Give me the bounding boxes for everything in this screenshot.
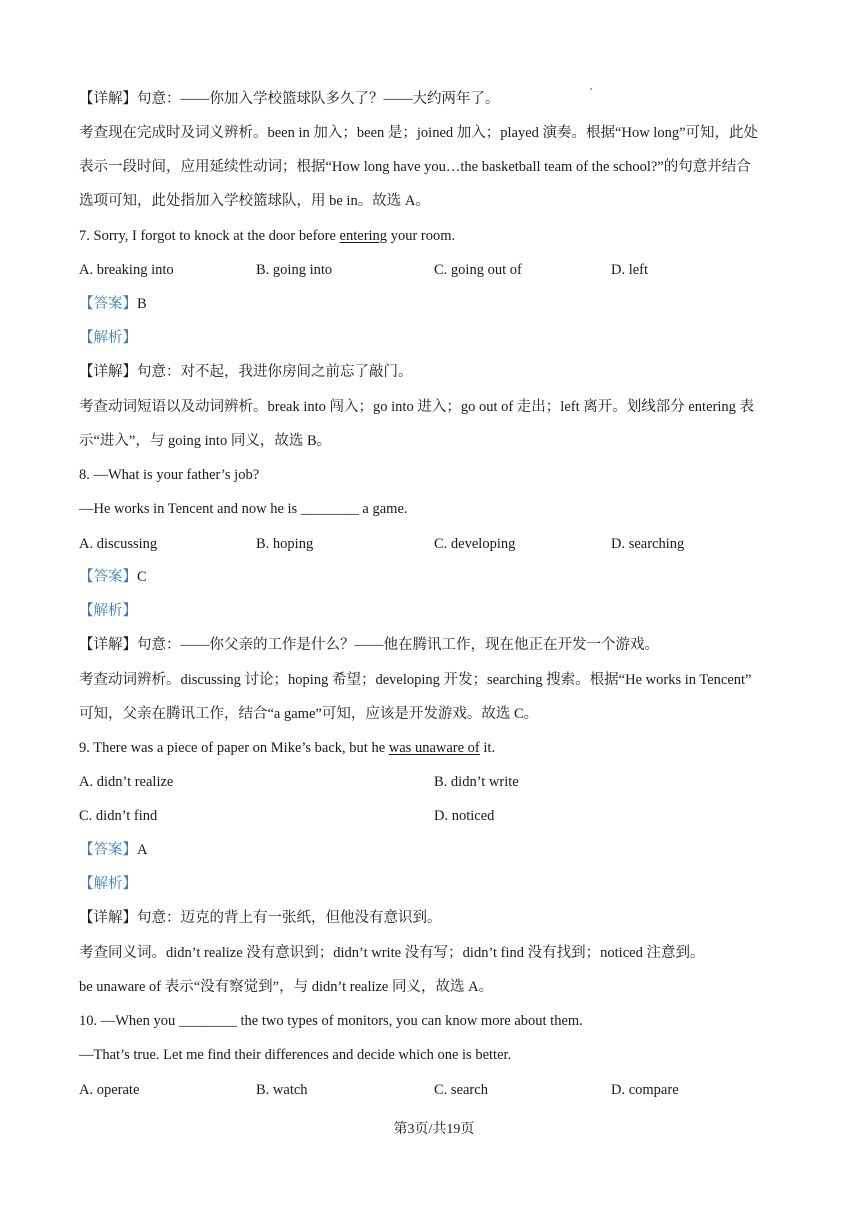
q7-answer <box>79 294 791 314</box>
q7-underlined-word: entering <box>339 228 388 244</box>
q10-option-c: C. search <box>434 1082 488 1098</box>
q9-stem <box>79 738 791 758</box>
q7-answer-value: B <box>137 296 147 312</box>
q8-answer-value: C <box>137 569 147 585</box>
q7-analysis-line-1: 考查动词短语以及动词辨析。break into 闯入；go into 进入；go out of 走出；left 离开。划线部分 entering 表 <box>79 399 754 415</box>
q8-analysis-line-2: 可知，父亲在腾讯工作，结合“a game”可知，应该是开发游戏。故选 C。 <box>79 706 539 722</box>
prev-analysis-line-1: 考查现在完成时及词义辨析。been in 加入；been 是；joined 加入；played 演奏。根据“How long”可知，此处 <box>79 125 759 141</box>
q8-option-a: A. discussing <box>79 536 158 552</box>
answer-tag: 【答案】 <box>79 842 137 858</box>
q7-stem-after: your room. <box>387 228 456 244</box>
q8-analysis-line-1: 考查动词辨析。discussing 讨论；hoping 希望；developing 开发；searching 搜索。根据“He works in Tencent” <box>79 672 752 688</box>
q8-detail: 【详解】句意：——你父亲的工作是什么？——他在腾讯工作，现在他正在开发一个游戏。 <box>79 637 659 653</box>
q7-option-a: A. breaking into <box>79 262 174 278</box>
q7-option-b: B. going into <box>256 262 333 278</box>
q9-option-a: A. didn’t realize <box>79 774 174 790</box>
prev-analysis-line-2: 表示一段时间，应用延续性动词；根据“How long have you…the basketball team of the school?”的句意并结合 <box>79 159 751 175</box>
q10-stem-line-2: —That’s true. Let me find their differences and decide which one is better. <box>79 1047 512 1063</box>
q8-option-d: D. searching <box>611 536 685 552</box>
answer-tag: 【答案】 <box>79 569 137 585</box>
q7-analysis-tag: 【解析】 <box>79 330 137 346</box>
prev-detail: 【详解】句意：——你加入学校篮球队多久了？——大约两年了。 <box>79 91 500 107</box>
q10-stem-line-1: 10. —When you ________ the two types of monitors, you can know more about them. <box>79 1013 583 1029</box>
q9-answer <box>79 840 791 860</box>
q9-analysis-line-2: be unaware of 表示“没有察觉到”，与 didn’t realize 同义，故选 A。 <box>79 979 494 995</box>
q9-analysis-tag: 【解析】 <box>79 876 137 892</box>
q10-option-a: A. operate <box>79 1082 140 1098</box>
q8-answer <box>79 567 791 587</box>
q9-underlined-phrase: was unaware of <box>388 740 480 756</box>
q7-analysis-line-2: 示“进入”，与 going into 同义，故选 B。 <box>79 433 332 449</box>
q9-option-d: D. noticed <box>434 808 495 824</box>
q8-stem-line-2: —He works in Tencent and now he is ________ a game. <box>79 501 408 517</box>
q8-option-b: B. hoping <box>256 536 314 552</box>
q9-stem-after: it. <box>479 740 496 756</box>
q9-analysis-line-1: 考查同义词。didn’t realize 没有意识到；didn’t write 没有写；didn’t find 没有找到；noticed 注意到。 <box>79 945 705 961</box>
page-number: 第3页/共19页 <box>393 1122 475 1137</box>
q7-stem <box>79 226 791 246</box>
q9-option-b: B. didn’t write <box>434 774 519 790</box>
q7-option-d: D. left <box>611 262 649 278</box>
q9-detail: 【详解】句意：迈克的背上有一张纸，但他没有意识到。 <box>79 910 442 926</box>
answer-tag: 【答案】 <box>79 296 137 312</box>
q10-option-d: D. compare <box>611 1082 679 1098</box>
q7-stem-before: 7. Sorry, I forgot to knock at the door before <box>79 228 340 244</box>
q8-stem-line-1: 8. —What is your father’s job? <box>79 467 260 483</box>
q9-stem-before: 9. There was a piece of paper on Mike’s back, but he <box>79 740 389 756</box>
q7-detail: 【详解】句意：对不起，我进你房间之前忘了敲门。 <box>79 364 413 380</box>
q8-analysis-tag: 【解析】 <box>79 603 137 619</box>
q8-option-c: C. developing <box>434 536 516 552</box>
q7-option-c: C. going out of <box>434 262 522 278</box>
prev-analysis-line-3: 选项可知，此处指加入学校篮球队，用 be in。故选 A。 <box>79 193 430 209</box>
q9-option-c: C. didn’t find <box>79 808 158 824</box>
q9-answer-value: A <box>137 842 148 858</box>
q10-option-b: B. watch <box>256 1082 308 1098</box>
